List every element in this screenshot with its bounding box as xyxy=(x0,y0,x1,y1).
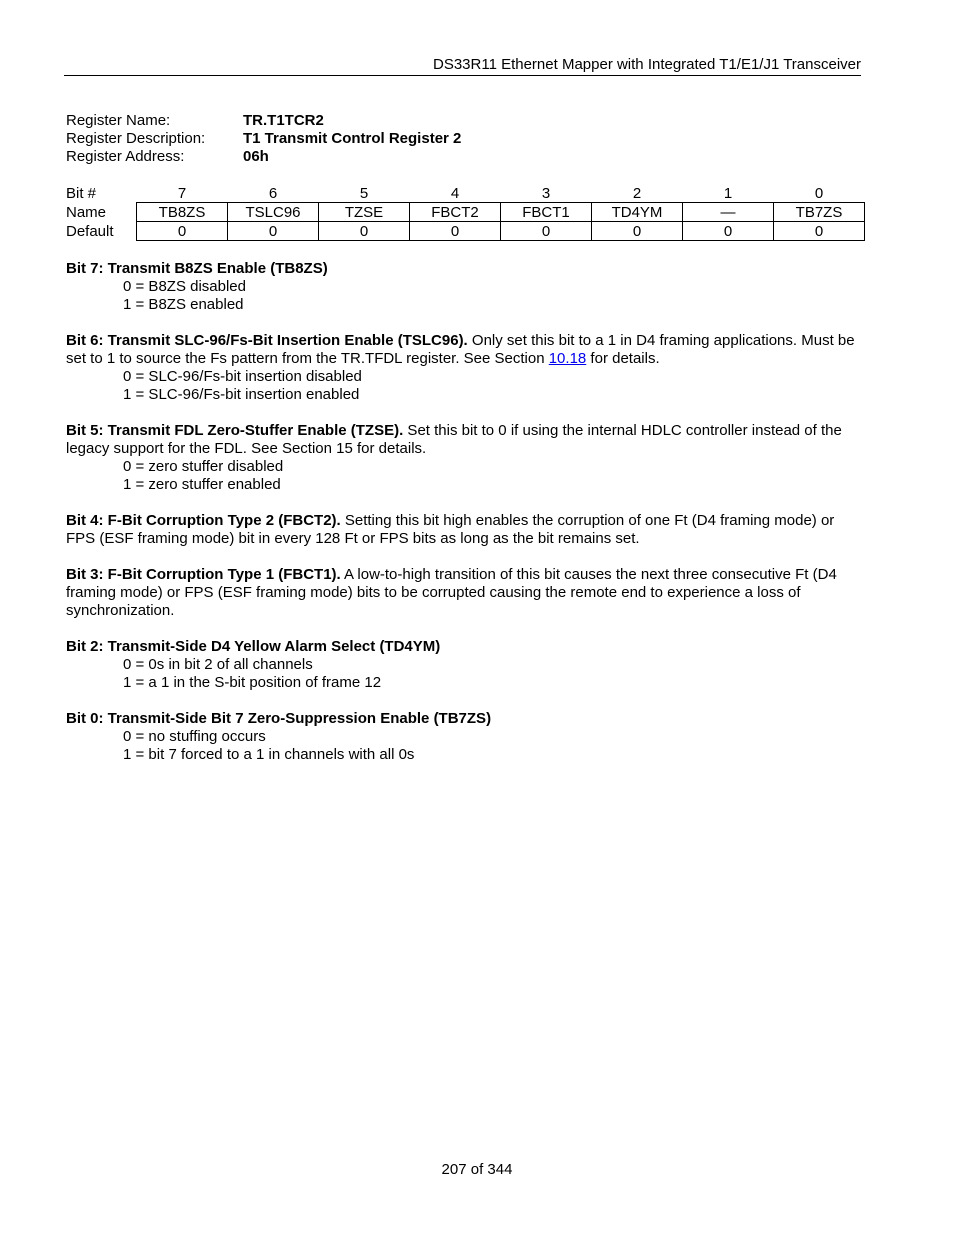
bit-default-cell: 0 xyxy=(592,222,683,241)
bit-number: 3 xyxy=(541,184,551,202)
bit6-body: Only set this bit to a 1 in D4 framing applications. Must be set to 1 to source the Fs pattern from the TR.TFDL register. See Section xyxy=(66,332,855,367)
bit-default-label: Default xyxy=(66,222,114,240)
bit-number-label: Bit # xyxy=(66,184,97,202)
bit4-description xyxy=(66,512,862,548)
bit-default-cell: 0 xyxy=(774,222,865,241)
bit5-body: Set this bit to 0 if using the internal HDLC controller instead of the legacy support for the FDL. See Section 15 for details. xyxy=(66,422,842,457)
bit5-description xyxy=(66,422,862,494)
register-bit-table xyxy=(64,184,865,241)
bit-number: 6 xyxy=(268,184,278,202)
bit6-option-1: 1 = SLC-96/Fs-bit insertion enabled xyxy=(123,386,360,403)
bit7-description xyxy=(66,260,862,314)
bit0-title: Bit 0: Transmit-Side Bit 7 Zero-Suppression Enable (TB7ZS) xyxy=(66,710,492,727)
register-description-row xyxy=(66,130,461,148)
bit-number-row xyxy=(64,184,865,203)
register-info xyxy=(66,112,461,166)
bit3-title: Bit 3: F-Bit Corruption Type 1 (FBCT1). xyxy=(66,566,341,583)
bit-default-cell: 0 xyxy=(410,222,501,241)
bit-default-cell: 0 xyxy=(228,222,319,241)
register-name-value: TR.T1TCR2 xyxy=(243,112,324,129)
bit-default-row xyxy=(64,222,865,241)
page-number: 207 of 344 xyxy=(441,1161,513,1178)
bit-number: 2 xyxy=(632,184,642,202)
document-header-title: DS33R11 Ethernet Mapper with Integrated T1/E1/J1 Transceiver xyxy=(432,56,861,73)
bit-name-row xyxy=(64,203,865,222)
bit6-description xyxy=(66,332,862,404)
bit-name-cell: TB8ZS xyxy=(137,203,228,222)
bit-default-cell: 0 xyxy=(501,222,592,241)
bit-name-cell: — xyxy=(683,203,774,222)
bit4-body: Setting this bit high enables the corruption of one Ft (D4 framing mode) or FPS (ESF framing mode) bit in every 128 Ft or FPS bits as long as the bit remains set. xyxy=(66,512,835,547)
bit0-description xyxy=(66,710,862,764)
bit0-option-0: 0 = no stuffing occurs xyxy=(123,728,266,745)
bit2-option-1: 1 = a 1 in the S-bit position of frame 12 xyxy=(123,674,382,691)
bit-name-cell: TZSE xyxy=(319,203,410,222)
bit3-description xyxy=(66,566,862,620)
register-address-row xyxy=(66,148,461,166)
register-address-value: 06h xyxy=(243,148,269,165)
bit3-text xyxy=(66,566,862,620)
section-10-18-link[interactable]: 10.18 xyxy=(548,350,587,367)
bit-name-cell: FBCT2 xyxy=(410,203,501,222)
bit-number: 1 xyxy=(723,184,733,202)
register-description-value: T1 Transmit Control Register 2 xyxy=(243,130,462,147)
bit6-text xyxy=(66,332,862,368)
bit-name-cell: TD4YM xyxy=(592,203,683,222)
bit2-title: Bit 2: Transmit-Side D4 Yellow Alarm Select (TD4YM) xyxy=(66,638,441,655)
bit-default-cell: 0 xyxy=(137,222,228,241)
bit4-text xyxy=(66,512,862,548)
register-name-row xyxy=(66,112,461,130)
bit5-option-0: 0 = zero stuffer disabled xyxy=(123,458,284,475)
bit-number: 0 xyxy=(814,184,824,202)
register-description-label: Register Description: xyxy=(66,130,206,147)
bit7-title: Bit 7: Transmit B8ZS Enable (TB8ZS) xyxy=(66,260,328,277)
bit6-option-0: 0 = SLC-96/Fs-bit insertion disabled xyxy=(123,368,362,385)
bit-name-cell: TB7ZS xyxy=(774,203,865,222)
bit7-option-0: 0 = B8ZS disabled xyxy=(123,278,246,295)
bit5-title: Bit 5: Transmit FDL Zero-Stuffer Enable (TZSE). xyxy=(66,422,404,439)
header-divider xyxy=(64,75,861,76)
bit7-option-1: 1 = B8ZS enabled xyxy=(123,296,244,313)
bit-number: 5 xyxy=(359,184,369,202)
bit-number: 7 xyxy=(177,184,187,202)
bit2-description xyxy=(66,638,862,692)
bit5-text xyxy=(66,422,862,458)
bit-default-cell: 0 xyxy=(319,222,410,241)
register-name-label: Register Name: xyxy=(66,112,171,129)
bit6-body-end: for details. xyxy=(586,350,660,367)
bit2-option-0: 0 = 0s in bit 2 of all channels xyxy=(123,656,313,673)
bit3-body: A low-to-high transition of this bit causes the next three consecutive Ft (D4 framing mode) or FPS (ESF framing mode) bits to be corrupted causing the remote end to experience a loss of synchronization. xyxy=(66,566,837,619)
bit4-title: Bit 4: F-Bit Corruption Type 2 (FBCT2). xyxy=(66,512,341,529)
bit0-option-1: 1 = bit 7 forced to a 1 in channels with all 0s xyxy=(123,746,415,763)
bit-number: 4 xyxy=(450,184,460,202)
bit6-title: Bit 6: Transmit SLC-96/Fs-Bit Insertion Enable (TSLC96). xyxy=(66,332,468,349)
bit-default-cell: 0 xyxy=(683,222,774,241)
bit5-option-1: 1 = zero stuffer enabled xyxy=(123,476,281,493)
register-address-label: Register Address: xyxy=(66,148,185,165)
bit-name-cell: TSLC96 xyxy=(228,203,319,222)
bit-name-label: Name xyxy=(66,203,107,221)
bit-descriptions xyxy=(66,260,862,782)
bit-name-cell: FBCT1 xyxy=(501,203,592,222)
